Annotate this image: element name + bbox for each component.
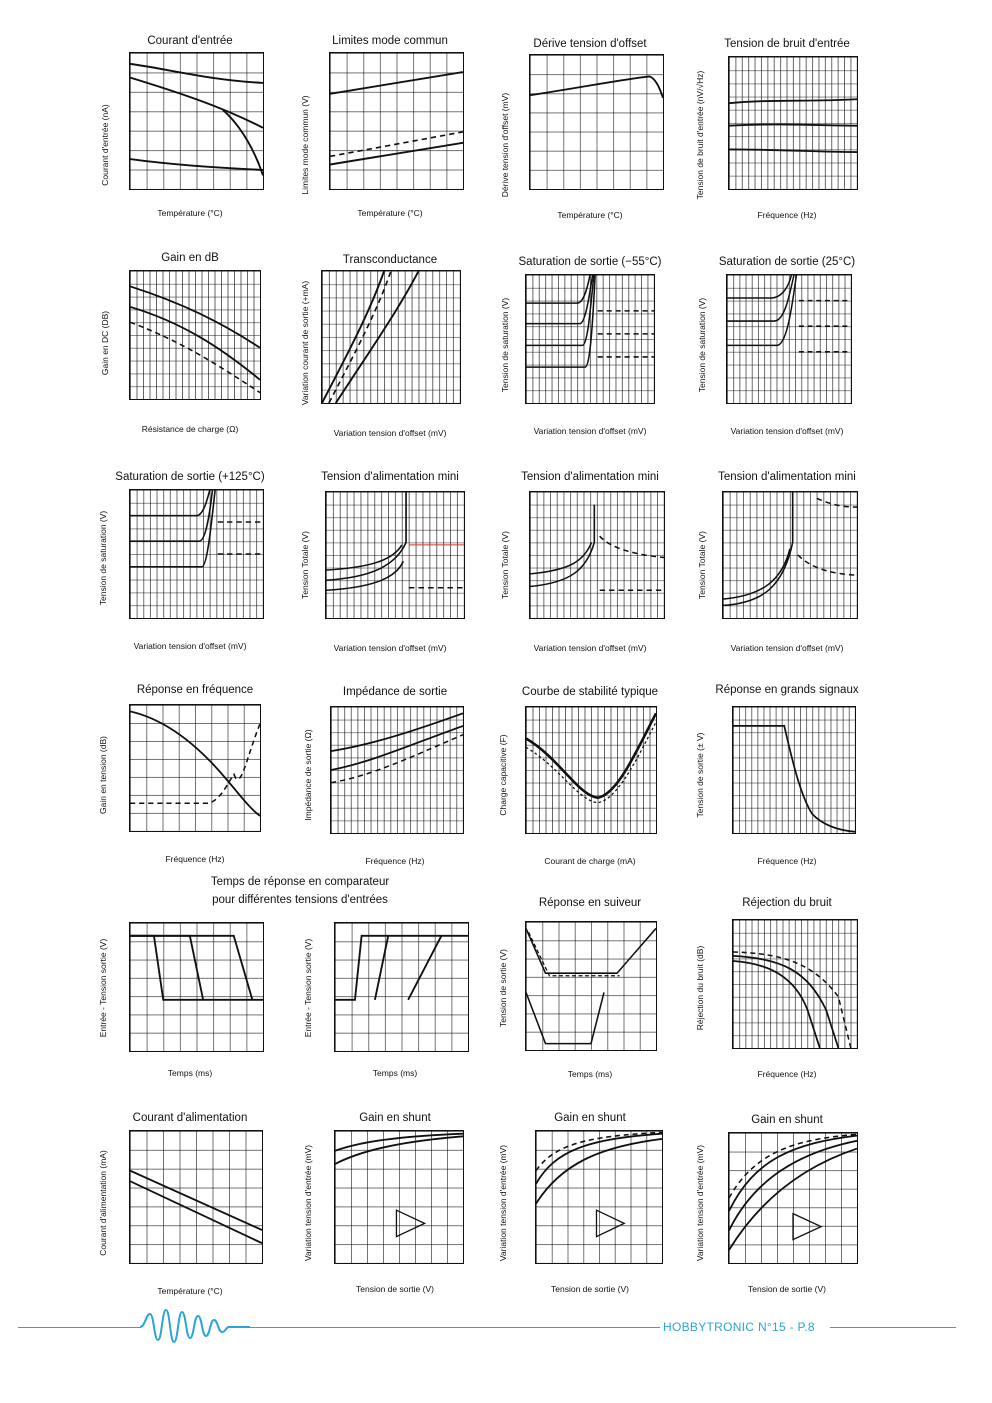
plot-area: [325, 491, 465, 619]
plot-area: [334, 1130, 464, 1264]
plot-area: [529, 54, 664, 190]
plot-area: [535, 1130, 663, 1264]
chart-xlabel: Fréquence (Hz): [757, 1069, 817, 1079]
chart-title: Saturation de sortie (−55°C): [518, 256, 662, 268]
chart-gain-db: [95, 248, 285, 443]
chart-title: Gain en shunt: [554, 1112, 626, 1124]
plot-area: [129, 52, 264, 190]
chart-title: Réponse en fréquence: [136, 684, 254, 696]
chart-xlabel: Courant de charge (mA): [544, 856, 636, 866]
plot-area: [525, 921, 657, 1051]
chart-title: Courbe de stabilité typique: [521, 686, 659, 698]
chart-ylabel: Entrée - Tension sortie (V): [303, 938, 313, 1038]
chart-ylabel: Variation tension d'entrée (mV): [695, 1144, 705, 1262]
chart-title: Réponse en grands signaux: [715, 684, 859, 696]
chart-title: Transconductance: [342, 254, 438, 266]
chart-title: Gain en shunt: [359, 1112, 431, 1124]
chart-transconductance: [295, 248, 485, 443]
plot-area: [732, 706, 856, 834]
chart-ylabel: Charge capacitive (F): [498, 734, 508, 816]
chart-tension-alim-mini-2: [495, 465, 685, 660]
chart-title: Courant d'entrée: [147, 35, 233, 47]
chart-ylabel: Variation tension d'entrée (mV): [303, 1144, 313, 1262]
chart-reponse-suiveur: [495, 893, 685, 1088]
plot-area: [732, 919, 858, 1049]
chart-xlabel: Temps (ms): [567, 1069, 613, 1079]
plot-area: [321, 270, 461, 404]
chart-title: Limites mode commun: [332, 35, 448, 47]
chart-title: Saturation de sortie (25°C): [718, 256, 856, 268]
plot-area: [129, 922, 264, 1052]
plot-area: [726, 274, 852, 404]
chart-saturation-25: [692, 250, 882, 445]
chart-xlabel: Variation tension d'offset (mV): [133, 641, 247, 651]
chart-title: Réjection du bruit: [742, 897, 832, 909]
plot-area: [722, 491, 858, 619]
plot-area: [525, 706, 657, 834]
chart-xlabel: Fréquence (Hz): [757, 856, 817, 866]
chart-xlabel: Température (°C): [157, 1286, 223, 1296]
chart-xlabel: Fréquence (Hz): [365, 856, 425, 866]
chart-xlabel: Résistance de charge (Ω): [141, 424, 239, 434]
chart-ylabel: Limites mode commun (V): [300, 95, 310, 195]
chart-tension-alim-mini-1: [295, 465, 485, 660]
chart-impedance-sortie: [300, 680, 490, 875]
chart-ylabel: Réjection du bruit (dB): [695, 945, 705, 1031]
chart-xlabel: Tension de sortie (V): [551, 1284, 629, 1294]
chart-title: Tension d'alimentation mini: [521, 471, 659, 483]
chart-xlabel: Fréquence (Hz): [165, 854, 225, 864]
chart-xlabel: Variation tension d'offset (mV): [333, 428, 447, 438]
footer-line-left: [18, 1327, 140, 1328]
chart-xlabel: Variation tension d'offset (mV): [730, 643, 844, 653]
footer-line-right: [830, 1327, 956, 1328]
plot-area: [330, 706, 464, 834]
wave-logo-icon: [140, 1302, 250, 1348]
chart-ylabel: Tension Totale (V): [697, 531, 707, 599]
chart-gain-shunt-3: [692, 1108, 882, 1303]
chart-xlabel: Température (°C): [557, 210, 623, 220]
chart-ylabel: Courant d'entrée (nA): [100, 104, 110, 186]
chart-title: Courant d'alimentation: [132, 1112, 248, 1124]
chart-ylabel: Tension Totale (V): [300, 531, 310, 599]
chart-ylabel: Impédance de sortie (Ω): [303, 729, 313, 821]
chart-ylabel: Entrée - Tension sortie (V): [98, 938, 108, 1038]
comparator-title-line2: pour différentes tensions d'entrées: [212, 894, 388, 906]
plot-area: [728, 56, 858, 190]
chart-courant-entree: [95, 30, 285, 225]
chart-grands-signaux: [692, 680, 882, 875]
chart-ylabel: Variation courant de sortie (+mA): [300, 280, 310, 406]
chart-xlabel: Variation tension d'offset (mV): [533, 426, 647, 436]
chart-xlabel: Température (°C): [157, 208, 223, 218]
chart-ylabel: Tension de saturation (V): [98, 510, 108, 606]
footer-page-label: HOBBYTRONIC N°15 - P.8: [663, 1320, 815, 1334]
plot-area: [129, 704, 261, 832]
chart-ylabel: Tension de sortie (V): [498, 949, 508, 1027]
chart-ylabel: Tension de sortie (± V): [695, 732, 705, 818]
chart-comparateur-1: [95, 908, 285, 1088]
plot-area: [529, 491, 665, 619]
chart-title: Réponse en suiveur: [538, 897, 642, 909]
plot-area: [129, 270, 261, 400]
chart-ylabel: Dérive tension d'offset (mV): [500, 92, 510, 198]
chart-title: Tension d'alimentation mini: [718, 471, 856, 483]
comparator-title-line1: Temps de réponse en comparateur: [210, 876, 390, 888]
plot-area: [334, 922, 469, 1052]
chart-title: Gain en shunt: [751, 1114, 823, 1126]
chart-title: Dérive tension d'offset: [533, 38, 647, 50]
chart-xlabel: Fréquence (Hz): [757, 210, 817, 220]
chart-limites-mode-commun: [295, 30, 485, 225]
plot-area: [728, 1132, 858, 1264]
chart-xlabel: Variation tension d'offset (mV): [533, 643, 647, 653]
plot-area: [129, 489, 264, 619]
chart-saturation-m55: [495, 250, 685, 445]
chart-xlabel: Variation tension d'offset (mV): [333, 643, 447, 653]
chart-comparateur-2: [300, 908, 490, 1088]
chart-ylabel: Gain en DC (DB): [100, 310, 110, 376]
chart-ylabel: Courant d'alimentation (mA): [98, 1150, 108, 1256]
plot-area: [525, 274, 655, 404]
chart-title: Tension de bruit d'entrée: [724, 38, 850, 50]
chart-ylabel: Tension de saturation (V): [500, 297, 510, 393]
chart-title: Tension d'alimentation mini: [321, 471, 459, 483]
chart-xlabel: Temps (ms): [167, 1068, 213, 1078]
plot-area: [329, 52, 464, 190]
chart-xlabel: Tension de sortie (V): [356, 1284, 434, 1294]
chart-xlabel: Tension de sortie (V): [748, 1284, 826, 1294]
chart-derive-tension-offset: [495, 30, 685, 225]
chart-ylabel: Tension de bruit d'entrée (nV/√Hz): [695, 70, 705, 200]
chart-rejection-bruit: [692, 893, 882, 1088]
chart-ylabel: Tension Totale (V): [500, 531, 510, 599]
chart-reponse-frequence: [95, 680, 295, 875]
chart-xlabel: Variation tension d'offset (mV): [730, 426, 844, 436]
footer-line-mid: [250, 1327, 660, 1328]
plot-area: [129, 1130, 263, 1264]
chart-title: Impédance de sortie: [342, 686, 448, 698]
chart-tension-bruit: [692, 30, 882, 225]
chart-ylabel: Variation tension d'entrée (mV): [498, 1144, 508, 1262]
chart-title: Saturation de sortie (+125°C): [115, 471, 265, 483]
chart-xlabel: Temps (ms): [372, 1068, 418, 1078]
comparator-header: [110, 876, 490, 910]
chart-tension-alim-mini-3: [692, 465, 882, 660]
chart-stabilite: [495, 680, 685, 875]
chart-xlabel: Température (°C): [357, 208, 423, 218]
chart-ylabel: Gain en tension (dB): [98, 736, 108, 814]
chart-gain-shunt-2: [495, 1108, 685, 1303]
chart-gain-shunt-1: [300, 1108, 490, 1303]
chart-saturation-125: [95, 465, 285, 660]
chart-ylabel: Tension de saturation (V): [697, 297, 707, 393]
chart-courant-alimentation: [95, 1108, 285, 1303]
chart-title: Gain en dB: [161, 252, 219, 264]
